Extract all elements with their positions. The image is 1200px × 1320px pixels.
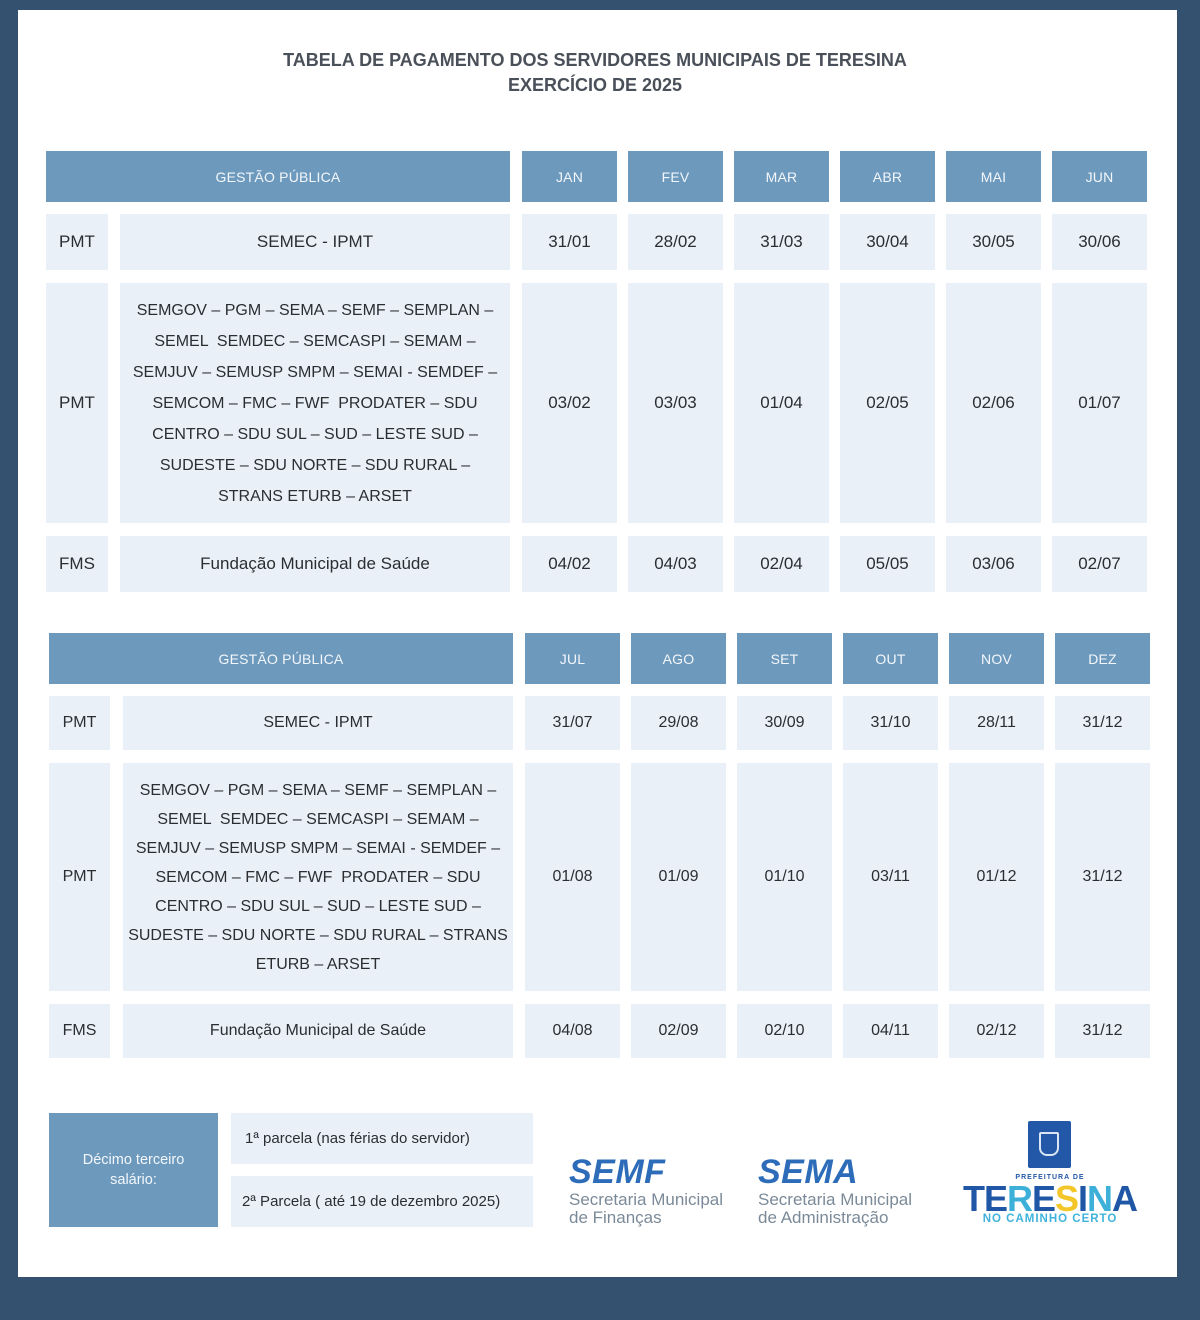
semf-subtitle-line-1: Secretaria Municipal [569, 1190, 724, 1209]
row-organization [120, 283, 510, 523]
row-code: PMT [46, 283, 108, 523]
organization-line: STRANS ETURB – ARSET [218, 487, 412, 505]
payment-date-dez: 31/12 [1055, 763, 1150, 991]
header-month-mai: MAI [946, 151, 1041, 202]
payment-date-dez: 31/12 [1055, 1004, 1150, 1058]
payment-date-mar: 02/04 [734, 536, 829, 592]
semf-logo-name: SEMF [569, 1153, 666, 1191]
organization-line: Fundação Municipal de Saúde [200, 554, 430, 573]
organization-line: CENTRO – SDU SUL – SUD – LESTE SUD – [152, 425, 478, 443]
payment-date-jan: 03/02 [522, 283, 617, 523]
payment-date-ago: 29/08 [631, 696, 726, 750]
payment-date-set: 01/10 [737, 763, 832, 991]
header-month-fev: FEV [628, 151, 723, 202]
payment-date-mai: 30/05 [946, 214, 1041, 270]
payment-date-jan: 31/01 [522, 214, 617, 270]
payment-date-abr: 05/05 [840, 536, 935, 592]
payment-date-dez: 31/12 [1055, 696, 1150, 750]
header-gestao-publica: GESTÃO PÚBLICA [49, 633, 513, 684]
row-code: PMT [49, 763, 110, 991]
header-month-out: OUT [843, 633, 938, 684]
row-code: PMT [49, 696, 110, 750]
payment-date-jun: 01/07 [1052, 283, 1147, 523]
sema-logo-subtitle [758, 1191, 912, 1227]
teresina-logo-text: TERESINA [962, 1178, 1138, 1219]
header-month-mar: MAR [734, 151, 829, 202]
organization-line: SEMGOV – PGM – SEMA – SEMF – SEMPLAN – [136, 301, 494, 319]
row-organization [123, 696, 513, 750]
payment-date-out: 03/11 [843, 763, 938, 991]
organization-line: SEMCOM – FMC – FWF PRODATER – SDU [155, 868, 481, 886]
sema-logo-name: SEMA [758, 1153, 859, 1191]
decimo-terceiro-label [49, 1113, 218, 1227]
payment-date-ago: 02/09 [631, 1004, 726, 1058]
organization-line: SEMJUV – SEMUSP SMPM – SEMAI - SEMDEF – [135, 839, 501, 857]
organization-line: ETURB – ARSET [255, 955, 381, 973]
payment-date-set: 02/10 [737, 1004, 832, 1058]
payment-date-abr: 30/04 [840, 214, 935, 270]
sema-subtitle-line-2: de Administração [758, 1208, 889, 1227]
title-line-2: EXERCÍCIO DE 2025 [507, 75, 683, 95]
row-organization [123, 763, 513, 991]
payment-date-fev: 04/03 [628, 536, 723, 592]
organization-line: SUDESTE – SDU NORTE – SDU RURAL – [159, 456, 471, 474]
organization-line: SEMCOM – FMC – FWF PRODATER – SDU [152, 394, 478, 412]
header-month-jul: JUL [525, 633, 620, 684]
teresina-coat-of-arms-icon [1028, 1121, 1071, 1168]
payment-date-nov: 02/12 [949, 1004, 1044, 1058]
payment-date-jun: 30/06 [1052, 214, 1147, 270]
header-month-nov: NOV [949, 633, 1044, 684]
organization-line: SEMEL SEMDEC – SEMCASPI – SEMAM – [154, 332, 476, 350]
page-title [0, 48, 1190, 98]
payment-date-mar: 31/03 [734, 214, 829, 270]
organization-line: SEMEL SEMDEC – SEMCASPI – SEMAM – [157, 810, 479, 828]
row-code: FMS [49, 1004, 110, 1058]
payment-date-fev: 28/02 [628, 214, 723, 270]
parcela-1: 1ª parcela (nas férias do servidor) [231, 1113, 533, 1164]
payment-date-nov: 28/11 [949, 696, 1044, 750]
header-month-jun: JUN [1052, 151, 1147, 202]
header-gestao-publica: GESTÃO PÚBLICA [46, 151, 510, 202]
payment-date-abr: 02/05 [840, 283, 935, 523]
sema-subtitle-line-1: Secretaria Municipal [758, 1190, 913, 1209]
parcela-2: 2ª Parcela ( até 19 de dezembro 2025) [231, 1176, 533, 1227]
payment-date-nov: 01/12 [949, 763, 1044, 991]
organization-line: SEMJUV – SEMUSP SMPM – SEMAI - SEMDEF – [132, 363, 498, 381]
teresina-slogan: NO CAMINHO CERTO [982, 1213, 1118, 1225]
decimo-label-line-2: salário: [110, 1172, 157, 1188]
row-code: PMT [46, 214, 108, 270]
header-month-jan: JAN [522, 151, 617, 202]
semf-subtitle-line-2: de Finanças [569, 1208, 662, 1227]
semf-logo-subtitle [569, 1191, 723, 1227]
payment-date-ago: 01/09 [631, 763, 726, 991]
payment-date-out: 04/11 [843, 1004, 938, 1058]
row-organization [120, 536, 510, 592]
header-month-set: SET [737, 633, 832, 684]
payment-date-jun: 02/07 [1052, 536, 1147, 592]
title-line-1: TABELA DE PAGAMENTO DOS SERVIDORES MUNICIPAIS DE TERESINA [283, 50, 907, 70]
payment-date-fev: 03/03 [628, 283, 723, 523]
organization-line: SUDESTE – SDU NORTE – SDU RURAL – STRANS [128, 926, 508, 944]
decimo-label-line-1: Décimo terceiro [82, 1152, 185, 1168]
payment-date-mai: 03/06 [946, 536, 1041, 592]
organization-line: SEMEC - IPMT [263, 714, 373, 731]
organization-line: SEMGOV – PGM – SEMA – SEMF – SEMPLAN – [139, 781, 497, 799]
payment-date-jul: 01/08 [525, 763, 620, 991]
organization-line: CENTRO – SDU SUL – SUD – LESTE SUD – [155, 897, 481, 915]
payment-date-jan: 04/02 [522, 536, 617, 592]
row-organization [123, 1004, 513, 1058]
payment-date-jul: 04/08 [525, 1004, 620, 1058]
payment-date-out: 31/10 [843, 696, 938, 750]
payment-date-jul: 31/07 [525, 696, 620, 750]
payment-date-set: 30/09 [737, 696, 832, 750]
header-month-dez: DEZ [1055, 633, 1150, 684]
organization-line: Fundação Municipal de Saúde [209, 1022, 427, 1039]
prefeitura-label: PREFEITURA DE [1015, 1174, 1085, 1181]
organization-line: SEMEC - IPMT [256, 232, 374, 251]
row-organization [120, 214, 510, 270]
header-month-ago: AGO [631, 633, 726, 684]
row-code: FMS [46, 536, 108, 592]
payment-date-mai: 02/06 [946, 283, 1041, 523]
payment-date-mar: 01/04 [734, 283, 829, 523]
header-month-abr: ABR [840, 151, 935, 202]
